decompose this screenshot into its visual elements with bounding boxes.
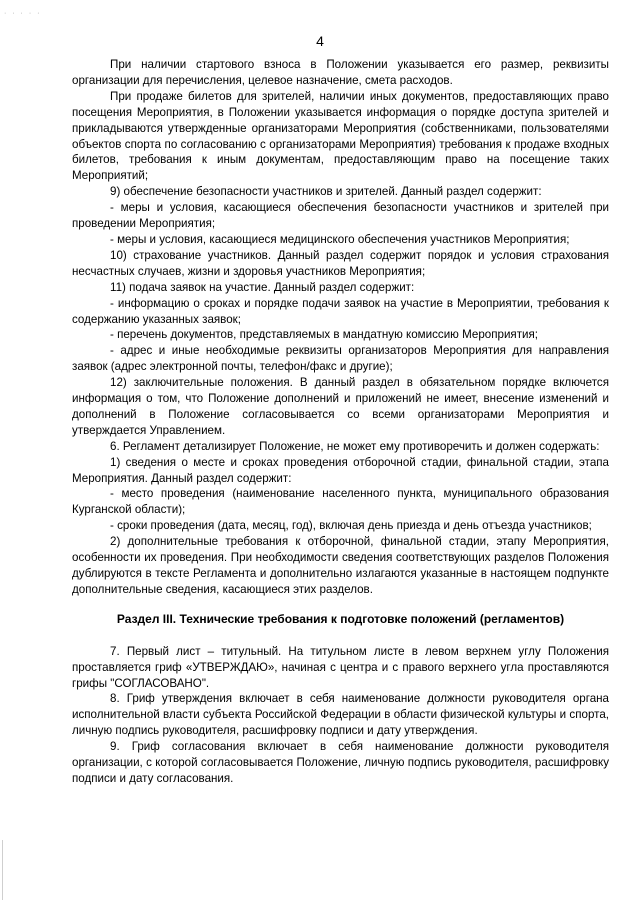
paragraph: 12) заключительные положения. В данный раздел в обязательном порядке включется информация о том, что Положение дополнений и приложений не имеет, внесение изменений и дополнений в Положение согласовывается со всеми организаторами Мероприятия и утверждается Управлением. — [72, 376, 609, 437]
scan-edge-line — [2, 840, 3, 900]
page-number: 4 — [316, 33, 324, 49]
paragraph: 10) страхование участников. Данный раздел содержит порядок и условия страхования несчастных случаев, жизни и здоровья участников Мероприятия; — [72, 248, 609, 278]
paragraph: - место проведения (наименование населенного пункта, муниципального образования Курганской области); — [72, 487, 609, 517]
paragraph: 8. Гриф утверждения включает в себя наименование должности руководителя органа исполнительной власти субъекта Российской Федерации в области физической культуры и спорта, личную подпись руководителя, расшифровку подписи и дату утверждения. — [72, 692, 609, 738]
paragraph: 1) сведения о месте и сроках проведения отборочной стадии, финальной стадии, этапа Мероприятия. Данный раздел содержит: — [72, 455, 609, 485]
paragraph: - сроки проведения (дата, месяц, год), включая день приезда и день отъезда участников; — [110, 519, 592, 533]
paragraph: - информацию о сроках и порядке подачи заявок на участие в Мероприятии, требования к содержанию указанных заявок; — [72, 296, 609, 326]
paragraph: - адрес и иные необходимые реквизиты организаторов Мероприятия для направления заявок (адрес электронной почты, телефон/факс и другие); — [72, 344, 609, 374]
paragraph: 6. Регламент детализирует Положение, не может ему противоречить и должен содержать: — [110, 439, 600, 453]
paragraph: - меры и условия, касающиеся медицинского обеспечения участников Мероприятия; — [110, 232, 570, 246]
section-heading: Раздел III. Технические требования к подготовке положений (регламентов) — [116, 611, 565, 626]
paragraph: - перечень документов, представляемых в мандатную комиссию Мероприятия; — [110, 328, 538, 342]
paragraph: При продаже билетов для зрителей, наличии иных документов, предоставляющих право посещения Мероприятия, в Положении указывается информация о порядке доступа зрителей и прикладываются утвержденные организаторами Мероприятия (собственниками, пользователями объектов спорта по согласованию с организаторами Мероприятия) требования к продаже входных билетов, требования к иным документам, предоставляющим право на посещение таких Мероприятий; — [72, 89, 609, 183]
paragraph: - меры и условия, касающиеся обеспечения безопасности участников и зрителей при проведении Мероприятия; — [72, 201, 609, 231]
paragraph: 7. Первый лист – титульный. На титульном листе в левом верхнем углу Положения проставляется гриф «УТВЕРЖДАЮ», начиная с центра и с правого верхнего угла проставляются грифы "СОГЛАСОВАНО". — [72, 644, 609, 690]
paragraph: 9. Гриф согласования включает в себя наименование должности руководителя организации, с которой согласовывается Положение, личную подпись руководителя, расшифровку подписи и дату согласования. — [72, 740, 609, 785]
paragraph: 9) обеспечение безопасности участников и зрителей. Данный раздел содержит: — [110, 185, 542, 199]
scan-marks: · · · · · — [4, 10, 42, 17]
paragraph: При наличии стартового взноса в Положении указывается его размер, реквизиты организации для перечисления, целевое назначение, смета расходов. — [72, 58, 609, 87]
paragraph: 2) дополнительные требования к отборочной, финальной стадии, этапу Мероприятия, особенности их проведения. При необходимости сведения соответствующих разделов Положения дублируются в тексте Регламента и дополнительно излагаются указанные в настоящем подпункте дополнительные сведения, касающиеся этих разделов. — [72, 535, 609, 596]
document-body — [72, 57, 609, 787]
paragraph: 11) подача заявок на участие. Данный раздел содержит: — [110, 280, 415, 294]
